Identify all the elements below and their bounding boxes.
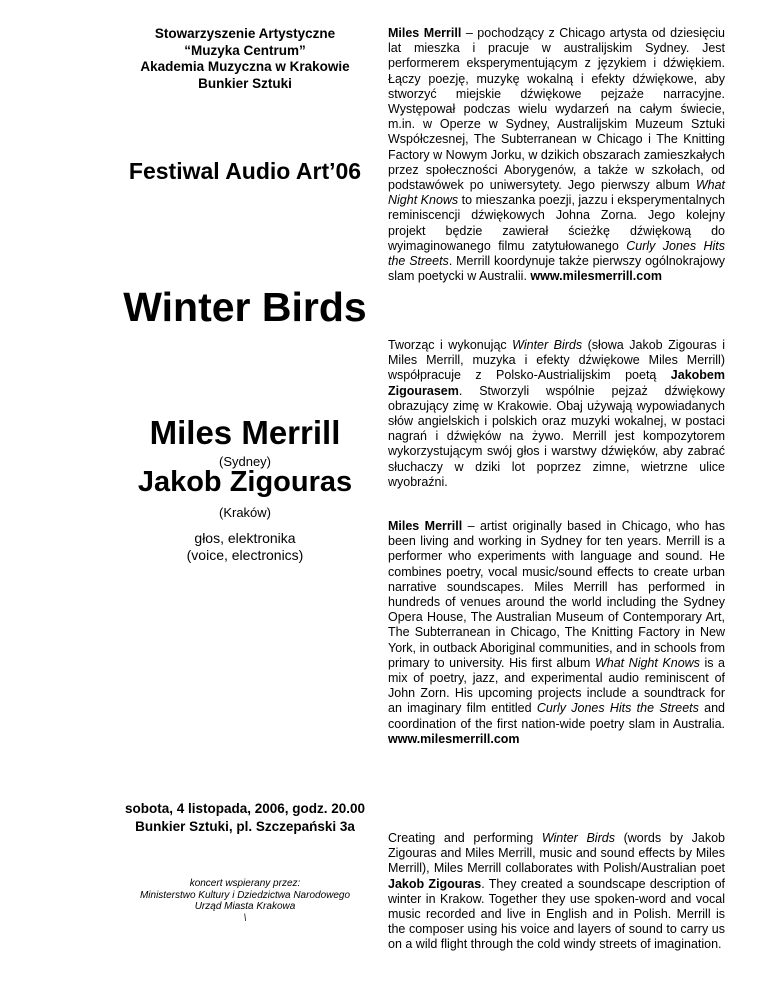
project-en-poet: Jakob Zigouras: [388, 876, 482, 891]
instruments: [100, 530, 390, 564]
bio-pl-film: Curly Jones Hits the Streets: [388, 238, 726, 269]
bio-pl-text: . Merrill koordynuje także pierwszy ogólnokrajowy slam poetycki w Australii.: [388, 254, 725, 284]
instruments-pl: głos, elektronika: [194, 530, 296, 546]
project-pl-text: Tworząc i wykonując: [388, 338, 513, 352]
bio-pl-name: Miles Merrill: [388, 26, 462, 40]
bio-pl: [388, 26, 725, 284]
project-pl: [388, 338, 725, 490]
bio-en: [388, 519, 725, 747]
bio-en-url: www.milesmerrill.com: [388, 731, 520, 746]
performer-2-name: Jakob Zigouras: [137, 466, 353, 498]
bio-en-text: and coordination of the first nation-wide poetry slam in Australia.: [388, 701, 725, 731]
bio-en-text: is a mix of poetry, jazz, and experimental audio reminiscent of John Zorn. His upcoming projects include a soundtrack for an imaginary film entitled: [388, 655, 725, 716]
project-pl-poet: Jakobem Zigourasem: [388, 368, 725, 398]
project-en-text: (words by Jakob Zigouras and Miles Merrill, music and sound effects by Miles Merrill), Miles Merrill collaborates with Polish/Australian poet: [388, 831, 725, 876]
project-en-text: . They created a soundscape description of winter in Krakow. Together they use spoken-word and vocal music recorded and live in English and in Polish. Merrill is the composer using his voice and layers of sound to carry us on a wild flight through the cold windy streets of imagination.: [388, 876, 725, 952]
organizer-line: “Muzyka Centrum”: [184, 42, 306, 58]
project-pl-text: (słowa Jakob Zigouras i Miles Merrill, muzyka i efekty dźwiękowe Miles Merrill) współpracuje z Polsko-Austrialijskim poetą: [388, 338, 725, 383]
bio-pl-text: – pochodzący z Chicago artysta od dziesięciu lat mieszka i pracuje w australijskim Sydney. Jest performerem eksperymentującym z językiem i dźwiękiem. Łączy poezję, muzykę wokalną i efekty dźwiękowe, aby stworzyć miejskie dźwiękowe pejzaże narracyjne. Występował podczas wielu wydarzeń na całym świecie, m.in. w Operze w Sydney, Australijskim Muzeum Sztuki Współczesnej, The Subterranean w Chicago i The Knitting Factory w Nowym Jorku, w dzikich obszarach zamieszkałych przez społeczności Aborygenów, a także w szkołach, od podstawówek po uniwersytety. Jego pierwszy album: [388, 26, 726, 193]
event-title: Winter Birds: [123, 284, 367, 330]
project-pl-work: Winter Birds: [512, 338, 583, 352]
project-en-work: Winter Birds: [541, 831, 615, 845]
bio-en-album: What Night Knows: [594, 655, 700, 670]
performer-2-city: (Kraków): [218, 505, 271, 520]
performer-1-city: (Sydney): [218, 454, 272, 469]
organizer-line: Akademia Muzyczna w Krakowie: [140, 59, 350, 74]
event-date: sobota, 4 listopada, 2006, godz. 20.00: [124, 801, 366, 816]
organizers: [100, 26, 390, 92]
project-pl-text: . Stworzyli wspólnie pejzaż dźwiękowy obrazujący zimę w Krakowie. Obaj używają wypowiadanych słów angielskich i polskich oraz muzyki wokalnej, w postaci nagrań i dźwięków na żywo. Merrill jest kompozytorem wykorzystującym swój głos i warstwy dźwięków, aby zabrać słuchaczy w dziki lot poprzez zimne, wietrzne ulice wyobraźni.: [388, 383, 725, 489]
sponsor-line: koncert wspierany przez:: [189, 878, 301, 889]
bio-en-name: Miles Merrill: [388, 519, 463, 533]
project-en-text: Creating and performing: [388, 831, 542, 845]
project-en: [388, 831, 725, 953]
sponsor-line: Ministerstwo Kultury i Dziedzictwa Narodowego: [139, 889, 351, 901]
event-date-venue: [100, 800, 390, 836]
sponsor-line: Urząd Miasta Krakowa: [194, 901, 296, 912]
sponsor-line: \: [243, 912, 247, 924]
festival-title: Festiwal Audio Art’06: [128, 158, 362, 184]
sponsors: [100, 878, 390, 924]
instruments-en: (voice, electronics): [186, 547, 304, 563]
performer-1-name: Miles Merrill: [149, 414, 341, 451]
event-venue: Bunkier Sztuki, pl. Szczepański 3a: [135, 819, 355, 834]
bio-pl-text: to mieszanka poezji, jazzu i eksperymentalnych reminiscencji dźwiękowych Johna Zorna. Jego kolejny projekt będzie zawierał ścieżkę dźwiękową do wyimaginowanego filmu zatytułowanego: [388, 193, 725, 253]
bio-pl-album: What Night Knows: [388, 178, 725, 208]
organizer-line: Stowarzyszenie Artystyczne: [154, 26, 336, 41]
bio-pl-url: www.milesmerrill.com: [530, 269, 662, 284]
bio-en-film: Curly Jones Hits the Streets: [536, 701, 699, 716]
organizer-line: Bunkier Sztuki: [198, 75, 292, 91]
bio-en-text: – artist originally based in Chicago, who has been living and working in Sydney for ten years. Merrill is a performer who experiments with language and sound. He combines poetry, vocal music/sound effects to create urban narrative soundscapes. Miles Merrill has performed in hundreds of venues around the world including the Sydney Opera House, The Australian Museum of Contemporary Art, The Subterranean in Chicago, The Knitting Factory in New York, in outback Aboriginal communities, and in schools from primary to university. His first album: [388, 519, 726, 670]
